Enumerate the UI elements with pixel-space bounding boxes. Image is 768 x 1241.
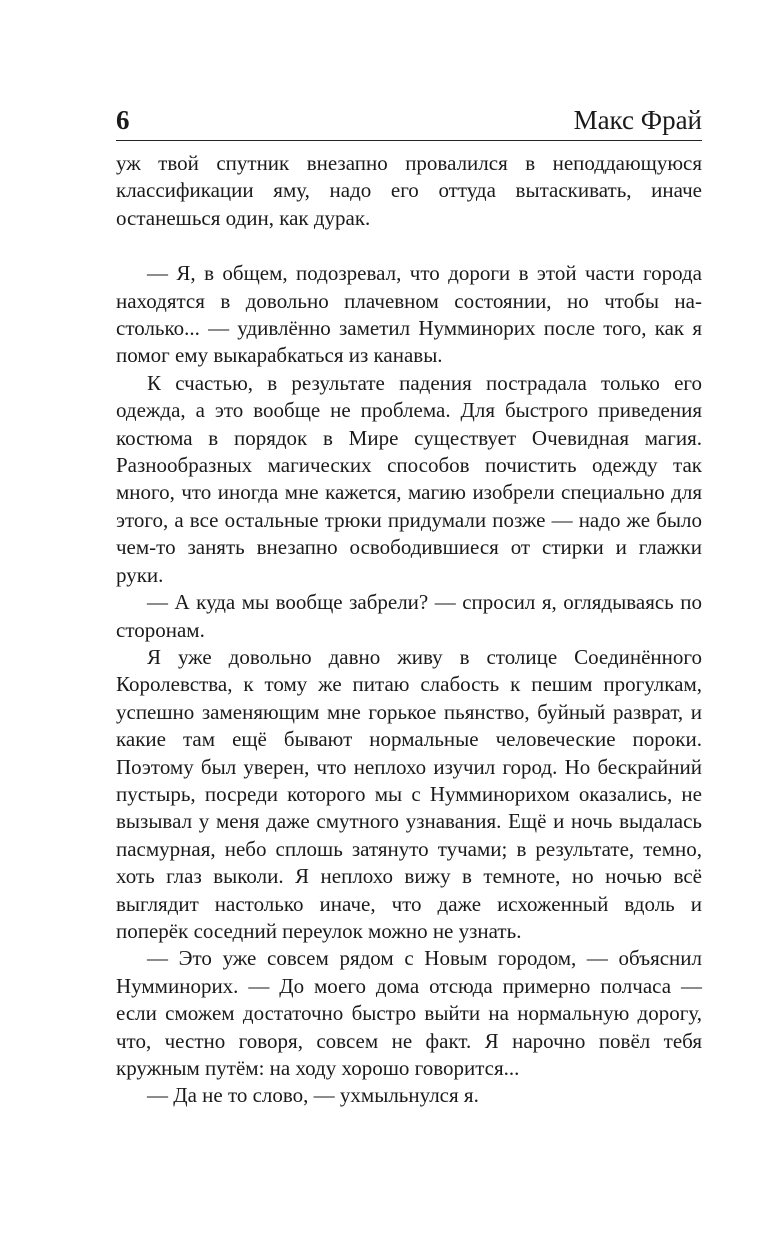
paragraph: уж твой спутник внезапно провалился в неподдающуюся классификации яму, надо его оттуда вытаскивать, иначе останешься один, как дурак.: [116, 151, 702, 230]
paragraph: — Я, в общем, подозревал, что дороги в этой части города находятся в довольно плачевном состоянии, но чтобы настолько... — удивлённо заметил Нумминорих после того, как я помог ему выкарабкаться из канавы.: [116, 261, 702, 368]
paragraph: — Да не то слово, — ухмыльнулся я.: [147, 1083, 479, 1108]
paragraph: К счастью, в результате падения пострадала только его одежда, а это вообще не проблема. Для быстрого приведения костюма в порядок в Мире существует Очевидная магия. Разнообразных магических способов почистить одежду так много, что иногда мне кажется, магию изобрели специально для этого, а все остальные трюки придумали позже — надо же было чем-то занять внезапно освободившиеся от стирки и глажки руки.: [116, 370, 702, 587]
page-number: 6: [116, 105, 130, 135]
book-page: [116, 100, 702, 1110]
paragraph: — А куда мы вообще забрели? — спросил я, оглядываясь по сторонам.: [116, 590, 702, 642]
running-head-author: Макс Фрай: [573, 105, 702, 135]
paragraph: — Это уже совсем рядом с Новым городом, — объяснил Нумминорих. — До моего дома отсюда примерно полчаса — если сможем достаточно быстро выйти на нормальную дорогу, что, честно говоря, совсем не факт. Я нарочно повёл тебя кружным путём: на ходу хорошо говорится...: [116, 946, 702, 1080]
paragraph: Я уже довольно давно живу в столице Соединённого Королевства, к тому же питаю слабость к пешим прогулкам, успешно заменяющим мне горькое пьянство, буйный разврат, и какие там ещё бывают нормальные человеческие пороки. Поэтому был уверен, что неплохо изучил город. Но бескрайний пустырь, посреди которого мы с Нумминорихом оказались, не вызывал у меня даже смутного узнавания. Ещё и ночь выдалась пасмурная, небо сплошь затянуто тучами; в результате, темно, хоть глаз выколи. Я неплохо вижу в темноте, но ночью всё выглядит настолько иначе, что даже исхоженный вдоль и поперёк соседний переулок можно не узнать.: [116, 644, 702, 943]
page-header: [116, 100, 702, 141]
body-text: [116, 150, 702, 1110]
